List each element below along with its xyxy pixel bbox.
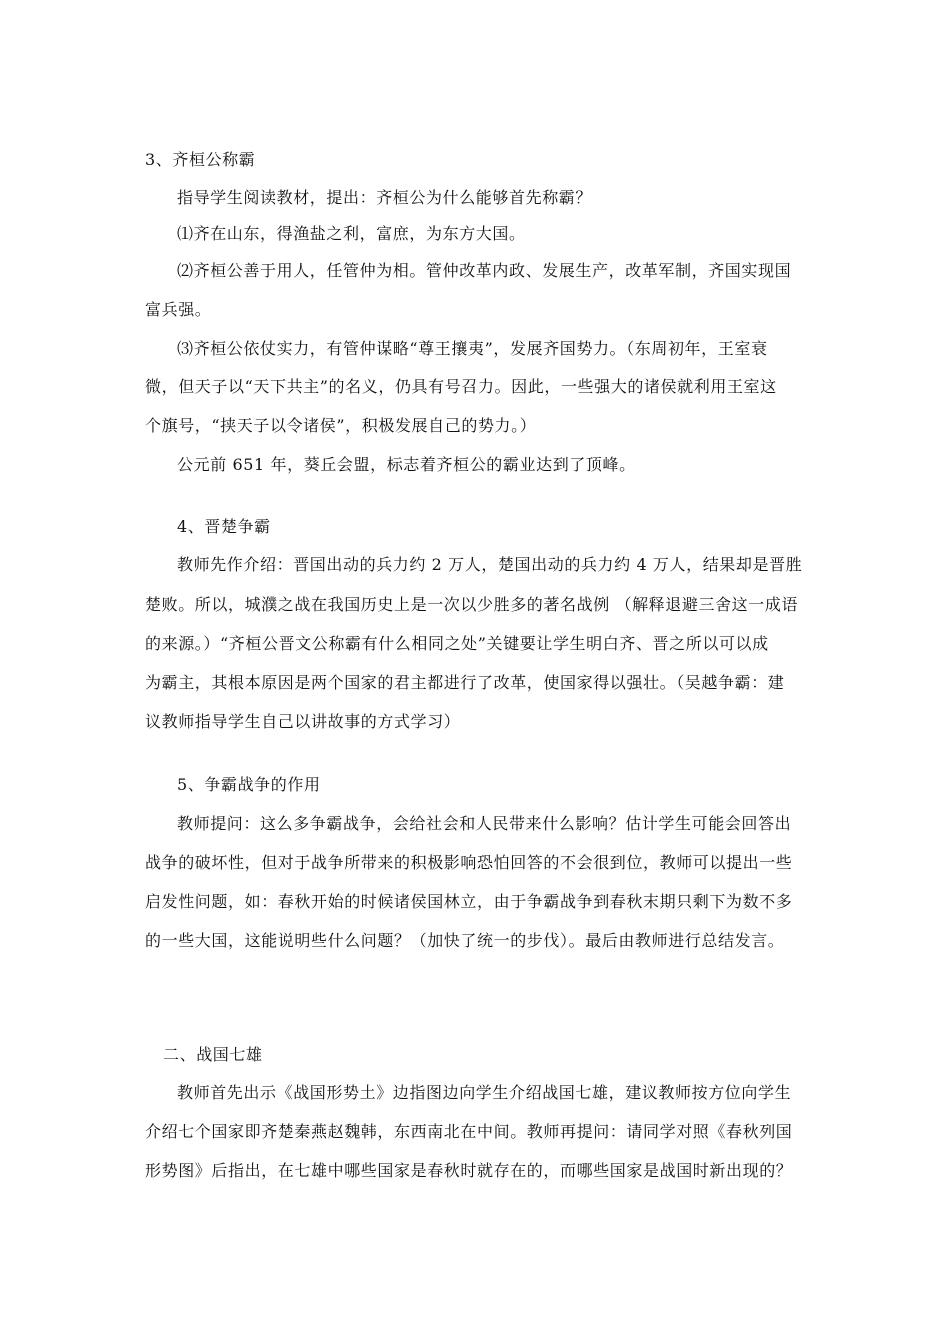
paragraph-line: 微，但天子以“天下共主”的名义，仍具有号召力。因此，一些强大的诸侯就利用王室这 (145, 377, 777, 396)
paragraph-line: 的来源。）“齐桓公晋文公称霸有什么相同之处”关键要让学生明白齐、晋之所以可以成 (145, 634, 769, 653)
section-heading-4: 4、晋楚争霸 (177, 517, 271, 536)
paragraph-line: 启发性问题，如：春秋开始的时候诸侯国林立，由于争霸战争到春秋末期只剩下为数不多 (145, 892, 793, 911)
part-heading-2: 二、战国七雄 (163, 1045, 263, 1064)
paragraph-line: 楚败。所以，城濮之战在我国历史上是一次以少胜多的著名战例 （解释退避三舍这一成语 (145, 595, 799, 614)
paragraph-line: 议教师指导学生自己以讲故事的方式学习） (145, 712, 461, 731)
paragraph-line: 教师先作介绍：晋国出动的兵力约 2 万人，楚国出动的兵力约 4 万人，结果却是晋胜 (177, 555, 803, 574)
paragraph-line: 个旗号，“挟天子以令诸侯”，积极发展自己的势力。） (145, 416, 537, 435)
paragraph-line: ⑴齐在山东，得渔盐之利，富庶，为东方大国。 (177, 224, 526, 243)
paragraph-line: 为霸主，其根本原因是两个国家的君主都进行了改革，使国家得以强壮。（吴越争霸：建 (145, 673, 785, 692)
section-heading-5: 5、争霸战争的作用 (177, 775, 321, 794)
paragraph-line: ⑵齐桓公善于用人，任管仲为相。管仲改革内政、发展生产，改革军制，齐国实现国 (177, 261, 792, 280)
paragraph-line: ⑶齐桓公依仗实力，有管仲谋略“尊王攘夷”，发展齐国势力。（东周初年，王室衰 (177, 339, 768, 358)
paragraph-line: 介绍七个国家即齐楚秦燕赵魏韩，东西南北在中间。教师再提问：请同学对照《春秋列国 (145, 1122, 793, 1141)
paragraph-line: 教师提问：这么多争霸战争，会给社会和人民带来什么影响？估计学生可能会回答出 (177, 814, 792, 833)
paragraph-line: 教师首先出示《战国形势土》边指图边向学生介绍战国七雄，建议教师按方位向学生 (177, 1083, 792, 1102)
paragraph-line: 富兵强。 (145, 300, 212, 319)
paragraph-line: 公元前 651 年，葵丘会盟，标志着齐桓公的霸业达到了顶峰。 (177, 455, 636, 474)
paragraph-line: 指导学生阅读教材，提出：齐桓公为什么能够首先称霸？ (177, 188, 593, 207)
section-heading-3: 3、齐桓公称霸 (145, 150, 256, 169)
paragraph-line: 战争的破坏性，但对于战争所带来的积极影响恐怕回答的不会很到位，教师可以提出一些 (145, 853, 793, 872)
paragraph-line: 形势图》后指出，在七雄中哪些国家是春秋时就存在的，而哪些国家是战国时新出现的？ (145, 1161, 793, 1180)
paragraph-line: 的一些大国，这能说明些什么问题？（加快了统一的步伐）。最后由教师进行总结发言。 (145, 931, 785, 950)
